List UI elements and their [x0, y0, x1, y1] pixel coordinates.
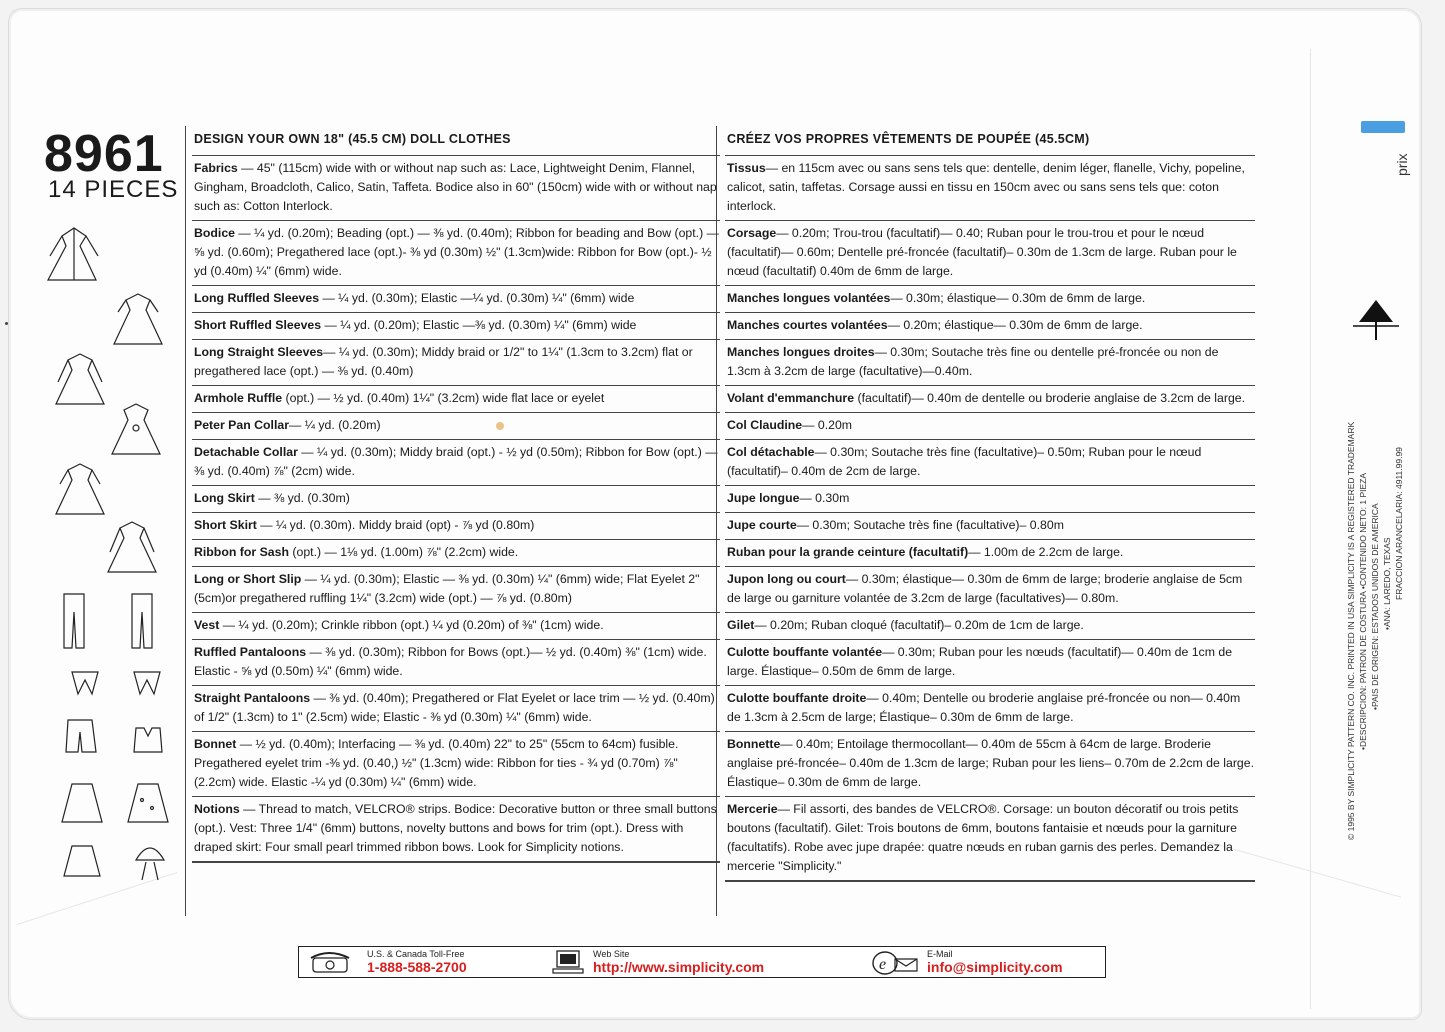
requirement-label: Manches courtes volantées: [727, 318, 888, 332]
legal-line: •ANA: LAREDO, TEXAS: [1382, 537, 1392, 630]
website-label: Web Site: [593, 949, 630, 959]
english-heading: DESIGN YOUR OWN 18" (45.5 CM) DOLL CLOTHES: [194, 132, 511, 146]
piece-count: 14 PIECES: [48, 176, 179, 203]
email-label: E-Mail: [927, 949, 953, 959]
collar-icon: [134, 672, 160, 694]
requirement-label: Ruban pour la grande ceinture (facultatif): [727, 545, 969, 559]
requirement-row: [192, 439, 720, 485]
email-address[interactable]: info@simplicity.com: [927, 959, 1063, 975]
umbrella-icon: [1353, 296, 1399, 342]
requirement-text: (opt.) — 1⅛ yd. (1.00m) ⅞" (2.2cm) wide.: [288, 545, 519, 559]
requirement-label: Tissus: [727, 161, 766, 175]
requirement-row: [725, 220, 1255, 285]
requirement-label: Manches longues volantées: [727, 291, 891, 305]
vest-icon: [134, 728, 162, 752]
requirement-label: Peter Pan Collar: [194, 418, 289, 432]
requirement-text: — 0.30m; Ruban pour les nœuds (facultatif)— 0.40m de 1cm de large. Élastique– 0.50m de 6mm de large.: [727, 645, 1233, 678]
requirement-row: [192, 155, 720, 220]
requirement-row: [192, 339, 720, 385]
requirement-text: — ¼ yd. (0.30m); Middy braid (opt.) - ½ yd (0.50m); Ribbon for Bow (opt.) — ⅜ yd. (0.40m) ⅞" (2cm) wide.: [194, 445, 718, 478]
pantaloons-icon: [64, 594, 84, 648]
price-label: prix: [1394, 153, 1411, 176]
requirement-label: Long Ruffled Sleeves: [194, 291, 320, 305]
requirement-text: — 0.20m: [802, 418, 853, 432]
website-link[interactable]: http://www.simplicity.com: [593, 959, 765, 975]
requirement-text: — en 115cm avec ou sans sens tels que: dentelle, denim léger, flanelle, Vichy, popeline, calicot, satin, taffetas. Corsage aussi en tissu en 150cm avec ou sans sens tels que: coton interlock.: [727, 161, 1245, 213]
requirement-label: Bodice: [194, 226, 235, 240]
french-requirements: [716, 126, 1255, 916]
requirement-label: Jupon long ou court: [727, 572, 846, 586]
pantaloons-icon: [66, 720, 96, 752]
requirement-label: Manches longues droites: [727, 345, 875, 359]
requirement-text: — ¼ yd. (0.20m); Crinkle ribbon (opt.) ¼ yd (0.20m) of ⅜" (1cm) wide.: [219, 618, 604, 632]
requirement-label: Ribbon for Sash: [194, 545, 289, 559]
requirement-row: [725, 155, 1255, 220]
requirement-text: — 45" (115cm) wide with or without nap such as: Lace, Lightweight Denim, Flannel, Gingham, Broadcloth, Calico, Satin, Taffeta. Bodice also in 60" (150cm) wide with or without nap such as: Cotton Interlock.: [194, 161, 717, 213]
requirement-row: [192, 539, 720, 566]
requirement-text: — ⅜ yd. (0.40m); Pregathered or Flat Eyelet or lace trim — ½ yd. (0.40m) of 1/2" (1.3cm) to 1" (2.5cm) wide; Elastic - ⅜ yd (0.30m) ¼" (6mm) wide.: [194, 691, 715, 724]
requirement-row: [192, 512, 720, 539]
english-requirements: [185, 126, 720, 916]
computer-icon: [551, 949, 591, 975]
requirement-label: Short Skirt: [194, 518, 257, 532]
requirement-text: — ¼ yd. (0.30m); Elastic — ⅜ yd. (0.30m) ¼" (6mm) wide; Flat Eyelet 2" (5cm)or pregathered ruffling 1¼" (3.2cm) wide (opt.) — ⅞ yd. (0.80m): [194, 572, 700, 605]
requirement-row: [725, 339, 1255, 385]
requirement-text: — 0.40m; Dentelle ou broderie anglaise pré-froncée ou non— 0.40m de 1.3cm à 2.5cm de large; Élastique– 0.30m de 6mm de large.: [727, 691, 1241, 724]
requirement-row: [725, 612, 1255, 639]
requirement-row: [725, 285, 1255, 312]
requirement-text: — 0.30m; Soutache très fine (facultative)– 0.80m: [796, 518, 1064, 532]
requirement-label: Bonnette: [727, 737, 781, 751]
requirement-text: — ¼ yd. (0.30m); Elastic —¼ yd. (0.30m) ¼" (6mm) wide: [319, 291, 635, 305]
requirement-row: [725, 796, 1255, 881]
phone-label: U.S. & Canada Toll-Free: [367, 949, 465, 959]
bonnet-icon: [136, 848, 164, 880]
requirement-text: (opt.) — ½ yd. (0.40m) 1¼" (3.2cm) wide flat lace or eyelet: [282, 391, 605, 405]
requirement-label: Gilet: [727, 618, 755, 632]
requirement-label: Long Skirt: [194, 491, 255, 505]
contact-footer: [298, 946, 1106, 978]
requirement-row: [192, 485, 720, 512]
requirement-row: [725, 639, 1255, 685]
requirement-row: [192, 412, 720, 439]
phone-icon: [309, 950, 355, 974]
requirement-text: — ¼ yd. (0.30m); Middy braid or 1/2" to 1¼" (1.3cm to 3.2cm) flat or pregathered lace (opt.) — ⅜ yd. (0.40m): [194, 345, 693, 378]
requirement-text: — ⅜ yd. (0.30m): [254, 491, 350, 505]
requirement-row: [725, 566, 1255, 612]
requirement-label: Col détachable: [727, 445, 815, 459]
requirement-row: [725, 685, 1255, 731]
requirement-label: Ruffled Pantaloons: [194, 645, 307, 659]
requirement-label: Armhole Ruffle: [194, 391, 283, 405]
collar-icon: [72, 672, 98, 694]
requirement-label: Volant d'emmanchure: [727, 391, 855, 405]
requirement-row: [725, 439, 1255, 485]
dress-icon: [108, 522, 156, 572]
requirement-label: Notions: [194, 802, 240, 816]
requirement-text: — ¼ yd. (0.20m); Elastic —⅜ yd. (0.30m) ¼" (6mm) wide: [321, 318, 637, 332]
requirement-text: — ½ yd. (0.40m); Interfacing — ⅜ yd. (0.40m) 22" to 25" (55cm to 64cm) fusible. Pregathered eyelet trim -⅜ yd. (0.40,) ½" (1.3cm) wide: Ribbon for ties - ¾ yd (0.70m) ⅞" (2.2cm) wide. Elastic -¼ yd (0.30m) ¼" (6mm) wide.: [194, 737, 679, 789]
requirement-row: [725, 539, 1255, 566]
requirement-text: — 0.30m: [799, 491, 850, 505]
requirement-label: Long or Short Slip: [194, 572, 302, 586]
requirement-row: [192, 385, 720, 412]
requirement-row: [192, 566, 720, 612]
requirement-row: [192, 285, 720, 312]
dress-icon: [114, 294, 162, 344]
requirement-row: [192, 731, 720, 796]
requirement-row: [725, 485, 1255, 512]
requirement-label: Fabrics: [194, 161, 238, 175]
requirement-row: [192, 312, 720, 339]
requirement-label: Jupe courte: [727, 518, 797, 532]
skirt-icon: [62, 784, 102, 822]
requirement-label: Straight Pantaloons: [194, 691, 311, 705]
requirement-text: — 0.20m; Ruban cloqué (facultatif)– 0.20m de 1cm de large.: [754, 618, 1084, 632]
dress-icon: [56, 464, 104, 514]
dress-icon: [56, 354, 104, 404]
svg-text:e: e: [879, 956, 887, 973]
requirement-text: — ⅜ yd. (0.30m); Ribbon for Bows (opt.)— ½ yd. (0.40m) ⅜" (1cm) wide. Elastic - ⅝ yd (0.50m) ¼" (6mm) wide.: [194, 645, 707, 678]
skirt-icon: [64, 846, 100, 876]
requirement-label: Long Straight Sleeves: [194, 345, 324, 359]
requirement-text: — 0.30m; élastique— 0.30m de 6mm de large; broderie anglaise de 5cm de large ou garniture volantée de 3.2cm de large (facultatives)— 0.80m.: [727, 572, 1243, 605]
requirement-text: — 0.40m; Entoilage thermocollant— 0.40m de 55cm à 64cm de large. Broderie anglaise pré-froncée– 0.40m de 1.3cm de large; Ruban pour les liens– 0.70m de 2.2cm de large. Élastique– 0.30m de 6mm de large.: [727, 737, 1255, 789]
requirement-label: Corsage: [727, 226, 777, 240]
requirement-text: — 0.30m; Soutache très fine (facultative)– 0.50m; Ruban pour le nœud (facultatif)– 0.40m de 2cm de large.: [727, 445, 1202, 478]
legal-line: •PAIS DE ORIGEN: ESTADOS UNIDOS DE AMERICA: [1370, 503, 1380, 710]
requirement-row: [192, 796, 720, 862]
pattern-number: 8961: [44, 125, 164, 183]
legal-line: FRACCION ARANCELARIA: 4911.99.99: [1394, 447, 1404, 600]
requirement-label: Vest: [194, 618, 220, 632]
requirement-row: [725, 385, 1255, 412]
requirement-text: — 1.00m de 2.2cm de large.: [968, 545, 1124, 559]
requirement-text: — ¼ yd. (0.20m); Beading (opt.) — ⅜ yd. (0.40m); Ribbon for beading and Bow (opt.) — ⅝ yd. (0.60m); Pregathered lace (opt.)- ⅜ yd (0.30m) ½" (1.3cm)wide: Ribbon for Bow (opt.)- ½ yd (0.40m) ¼" (6mm) wide.: [194, 226, 719, 278]
requirement-label: Short Ruffled Sleeves: [194, 318, 322, 332]
requirement-label: Culotte bouffante volantée: [727, 645, 883, 659]
requirement-row: [192, 685, 720, 731]
garment-illustrations: [40, 222, 180, 902]
requirement-label: Bonnet: [194, 737, 237, 751]
requirement-row: [192, 612, 720, 639]
dress-icon: [112, 404, 160, 454]
requirement-text: — 0.20m; Trou-trou (facultatif)— 0.40; Ruban pour le trou-trou et pour le nœud (facultatif)— 0.60m; Dentelle pré-froncée (facultatif)– 0.30m de 1.3cm de large. Ruban pour le nœud (facultatif) 0.40m de 6mm de large.: [727, 226, 1237, 278]
legal-side-text: [1304, 420, 1404, 840]
requirement-label: Detachable Collar: [194, 445, 298, 459]
pantaloons-icon: [132, 594, 152, 648]
phone-number[interactable]: 1-888-588-2700: [367, 959, 467, 975]
requirement-label: Jupe longue: [727, 491, 800, 505]
speck: [5, 322, 8, 325]
requirement-row: [725, 412, 1255, 439]
requirement-row: [192, 220, 720, 285]
requirement-row: [725, 512, 1255, 539]
requirement-label: Culotte bouffante droite: [727, 691, 867, 705]
requirement-text: (facultatif)— 0.40m de dentelle ou broderie anglaise de 3.2cm de large.: [854, 391, 1246, 405]
legal-line: © 1995 BY SIMPLICITY PATTERN CO. INC. PRINTED IN USA SIMPLICITY IS A REGISTERED TRADEMARK: [1346, 421, 1356, 840]
legal-line: •DESCRIPCION: PATRON DE COSTURA •CONTENIDO NETO: 1 PIEZA: [1358, 472, 1368, 750]
requirement-text: — 0.30m; Soutache très fine ou dentelle pré-froncée ou non de 1.3cm à 3.2cm de large (facultative)—0.40m.: [727, 345, 1219, 378]
requirement-text: — Fil assorti, des bandes de VELCRO®. Corsage: un bouton décoratif ou trois petits boutons (facultatif). Gilet: Trois boutons de 6mm, boutons fantaisie et nœuds pour la garniture (facultatifs). Robe avec jupe drapée: quatre nœuds en ruban garnis des perles. Demandez la mercerie "Simplicity.": [727, 802, 1239, 873]
requirement-row: [192, 639, 720, 685]
requirement-row: [725, 312, 1255, 339]
skirt-icon: [128, 784, 168, 822]
email-icon: [859, 949, 921, 975]
requirement-text: — 0.20m; élastique— 0.30m de 6mm de large.: [887, 318, 1143, 332]
requirement-text: — ¼ yd. (0.30m). Middy braid (opt) - ⅞ yd (0.80m): [256, 518, 535, 532]
requirement-text: — 0.30m; élastique— 0.30m de 6mm de large.: [890, 291, 1146, 305]
blue-tape: [1361, 121, 1405, 133]
dress-icon: [48, 228, 98, 280]
requirement-text: — Thread to match, VELCRO® strips. Bodice: Decorative button or three small buttons (opt.). Vest: Three 1/4" (6mm) buttons, novelty buttons and bows for trim (opt.). Dress with draped skirt: Four small pearl trimmed ribbon bows. Look for Simplicity notions.: [194, 802, 717, 854]
requirement-label: Col Claudine: [727, 418, 803, 432]
requirement-label: Mercerie: [727, 802, 778, 816]
french-heading: CRÉEZ VOS PROPRES VÊTEMENTS DE POUPÉE (45.5CM): [727, 132, 1090, 146]
requirement-row: [725, 731, 1255, 796]
requirement-text: — ¼ yd. (0.20m): [289, 418, 381, 432]
